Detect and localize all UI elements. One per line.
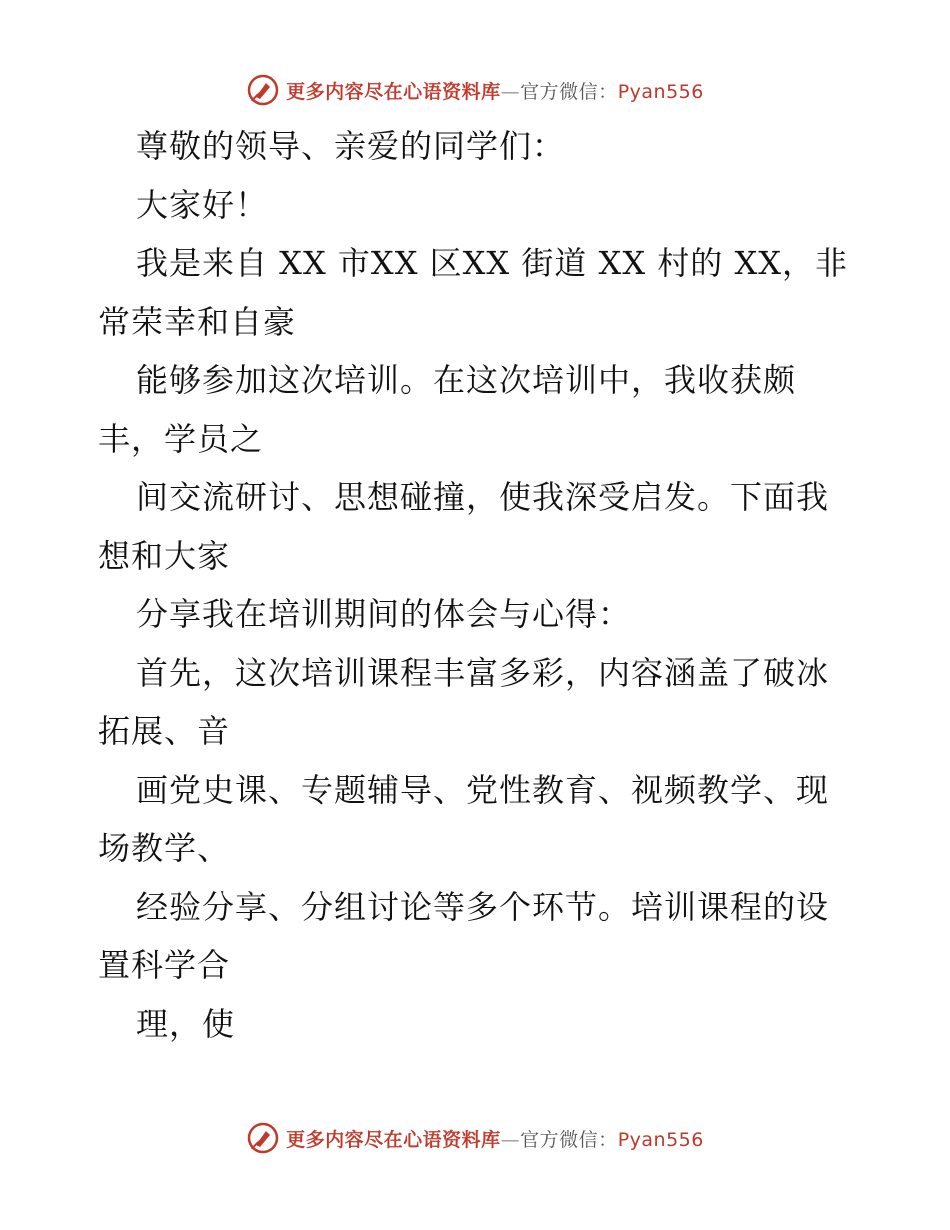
footer-dash: — [500,1128,521,1151]
footer-wechat-id: Pyan556 [617,1128,704,1151]
doc-line: 间交流研讨、思想碰撞，使我深受启发。下面我 [136,478,830,516]
doc-line-salutation: 尊敬的领导、亲爱的同学们： [136,127,566,165]
doc-line: 分享我在培训期间的体会与心得： [136,595,632,633]
doc-line: 常荣幸和自豪 [98,302,297,341]
doc-line: 经验分享、分组讨论等多个环节。培训课程的设 [136,887,830,926]
header-banner-text [286,77,704,104]
document-body [98,117,868,1053]
doc-line: 我是来自 XX 市XX 区XX 街道 XX 村的 XX，非 [136,244,849,282]
header-wechat-id: Pyan556 [617,80,704,103]
doc-line: 丰，学员之 [98,419,264,458]
doc-line: 能够参加这次培训。在这次培训中，我收获颇 [136,361,797,399]
doc-line: 置科学合 [98,946,231,984]
doc-line: 拓展、音 [98,712,231,750]
doc-line: 首先，这次培训课程丰富多彩，内容涵盖了破冰 [136,653,830,692]
header-wechat-label: 官方微信： [520,80,618,103]
pen-nib-logo-icon [246,1121,280,1155]
doc-line: 场教学、 [98,829,231,867]
doc-line-greeting: 大家好！ [136,185,269,224]
footer-banner [0,1118,950,1158]
footer-wechat-label: 官方微信： [520,1128,618,1151]
doc-line: 想和大家 [98,536,231,575]
footer-banner-text [286,1125,704,1152]
header-dash: — [500,80,521,103]
footer-brand-text: 更多内容尽在心语资料库 [286,1128,501,1151]
pen-nib-logo-icon [246,73,280,107]
doc-line: 理，使 [136,1004,236,1043]
doc-line: 画党史课、专题辅导、党性教育、视频教学、现 [136,770,830,809]
header-brand-text: 更多内容尽在心语资料库 [286,80,501,103]
header-banner [0,70,950,110]
